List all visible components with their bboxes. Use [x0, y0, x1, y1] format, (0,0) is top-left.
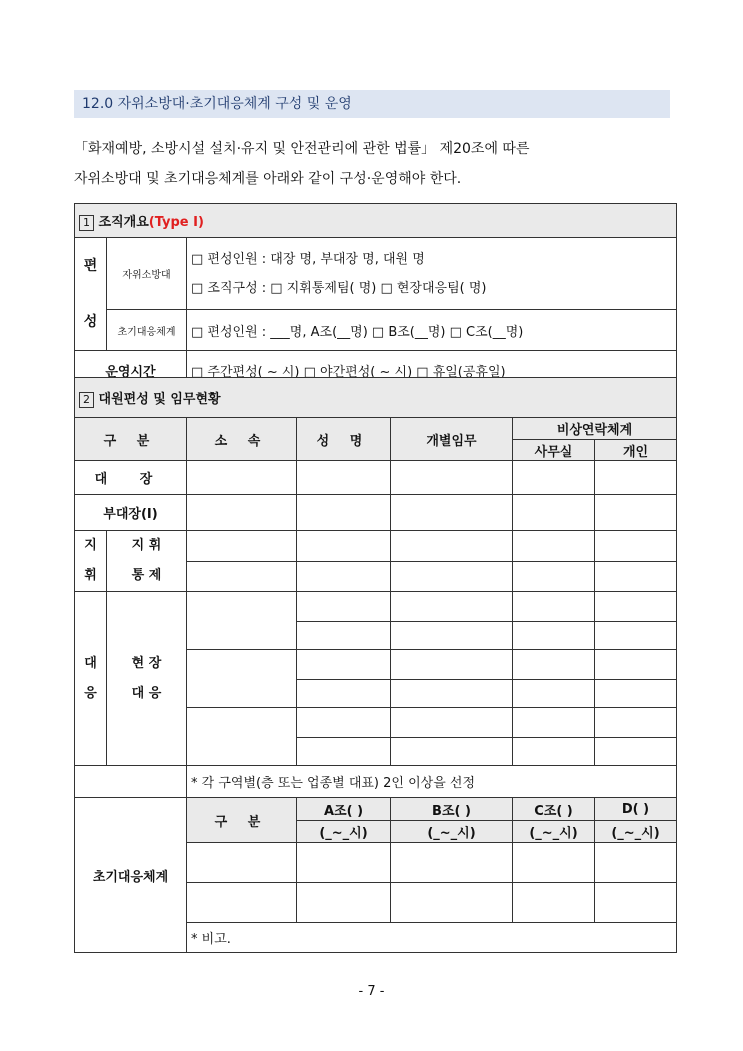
chogi-col-a-time: (_~_시)	[297, 821, 391, 843]
eung-char: 응	[84, 685, 97, 701]
table-cell	[297, 738, 391, 766]
row-captain-label: 대 장	[75, 461, 187, 495]
table-cell	[391, 495, 513, 531]
section-heading: 12.0 자위소방대·초기대응체계 구성 및 운영	[74, 90, 670, 118]
table-cell	[391, 883, 513, 923]
table-cell	[187, 495, 297, 531]
table-cell	[297, 843, 391, 883]
intro-line-2: 자위소방대 및 초기대응체계를 아래와 같이 구성·운영해야 한다.	[74, 171, 462, 187]
table-cell	[513, 592, 595, 622]
hwi-char: 휘	[84, 568, 97, 583]
jawi-content	[187, 238, 677, 310]
table-cell	[297, 592, 391, 622]
note-region: * 각 구역별(층 또는 업종별 대표) 2인 이상을 선정	[187, 766, 677, 798]
jihwi-text: 지 휘	[131, 538, 162, 553]
jihwi-tongje-label	[107, 531, 187, 592]
table-cell	[391, 592, 513, 622]
chogi-col-c: C조( )	[513, 798, 595, 821]
jihwi-vertical-label	[75, 531, 107, 592]
table-cell	[513, 680, 595, 708]
table-cell	[187, 650, 297, 708]
chogi-col-d-time: (_~_시)	[595, 821, 677, 843]
chogi-col-a: A조( )	[297, 798, 391, 821]
table-cell	[513, 622, 595, 650]
table-cell	[513, 843, 595, 883]
table-cell	[513, 531, 595, 562]
table-cell	[297, 622, 391, 650]
row-vice-label: 부대장(Ⅰ)	[75, 495, 187, 531]
jawi-line-1: □ 편성인원 : 대장 명, 부대장 명, 대원 명	[191, 251, 425, 267]
table-cell	[391, 461, 513, 495]
table-cell	[513, 461, 595, 495]
member-duty-table	[74, 377, 677, 953]
jawi-label: 자위소방대	[107, 238, 187, 310]
jawi-line-2: □ 조직구성 : □ 지휘통제팀( 명) □ 현장대응팀( 명)	[191, 280, 487, 296]
chogi-col-gubun: 구 분	[187, 798, 297, 843]
table-cell	[513, 561, 595, 592]
col-personal: 개인	[595, 440, 677, 461]
table-cell	[595, 650, 677, 680]
table-cell	[595, 680, 677, 708]
member-duty-title: 대원편성 및 임무현황	[98, 391, 221, 407]
table-cell	[187, 531, 297, 562]
table-cell	[391, 680, 513, 708]
table-cell	[513, 708, 595, 738]
daeeung-text: 대 응	[131, 685, 162, 701]
table-cell	[595, 708, 677, 738]
operating-time-content: □ 주간편성( ~ 시) □ 야간편성( ~ 시) □ 휴일(공휴일)	[187, 351, 677, 391]
col-gubun: 구 분	[75, 418, 187, 461]
pyeonseong-label	[75, 238, 107, 351]
table-cell	[513, 650, 595, 680]
table-cell	[297, 461, 391, 495]
col-sosok: 소 속	[187, 418, 297, 461]
col-contact: 비상연락체계	[513, 418, 677, 440]
chogi-system-label: 초기대응체계	[75, 798, 187, 953]
table-cell	[513, 738, 595, 766]
table-cell	[595, 883, 677, 923]
table-cell	[187, 843, 297, 883]
org-overview-header	[75, 204, 677, 238]
table-cell	[391, 650, 513, 680]
pyeon-char: 편	[83, 258, 98, 274]
page-number: - 7 -	[358, 984, 385, 999]
table-cell	[297, 680, 391, 708]
table-cell	[187, 592, 297, 650]
table-cell	[391, 531, 513, 562]
table-cell	[595, 738, 677, 766]
table-cell	[187, 708, 297, 766]
table-cell	[595, 561, 677, 592]
table-cell	[297, 708, 391, 738]
table-cell	[391, 622, 513, 650]
table-cell	[187, 561, 297, 592]
hyeonjang-daeeung-label	[107, 592, 187, 766]
ji-char: 지	[84, 538, 97, 553]
remarks-note: * 비고.	[187, 923, 677, 953]
table-cell	[595, 531, 677, 562]
org-overview-table	[74, 203, 677, 391]
col-name: 성 명	[297, 418, 391, 461]
table-cell	[595, 622, 677, 650]
col-office: 사무실	[513, 440, 595, 461]
type-label: (Type Ⅰ)	[148, 214, 204, 230]
table-cell	[297, 531, 391, 562]
table-cell	[595, 843, 677, 883]
intro-line-1: 「화재예방, 소방시설 설치·유지 및 안전관리에 관한 법률」 제20조에 따른	[74, 141, 530, 157]
dae-char: 대	[84, 655, 97, 671]
section-number-box: 1	[79, 215, 94, 231]
table-cell	[297, 495, 391, 531]
chogi-label: 초기대응체계	[107, 310, 187, 351]
chogi-col-b: B조( )	[391, 798, 513, 821]
hyeonjang-text: 현 장	[131, 655, 162, 671]
table-cell	[297, 883, 391, 923]
col-duty: 개별임무	[391, 418, 513, 461]
intro-paragraph	[74, 134, 674, 194]
chogi-col-d: D( )	[595, 798, 677, 821]
member-duty-header	[75, 378, 677, 418]
chogi-content: □ 편성인원 : ___명, A조(__명) □ B조(__명) □ C조(__명)	[187, 310, 677, 351]
table-cell	[391, 843, 513, 883]
org-overview-title: 조직개요	[98, 214, 149, 230]
table-cell	[595, 461, 677, 495]
table-cell	[391, 708, 513, 738]
note-row-blank	[75, 766, 187, 798]
seong-char: 성	[83, 314, 98, 330]
table-cell	[187, 883, 297, 923]
table-cell	[391, 738, 513, 766]
table-cell	[391, 561, 513, 592]
table-cell	[595, 495, 677, 531]
tongje-text: 통 제	[131, 568, 162, 583]
operating-time-label: 운영시간	[75, 351, 187, 391]
daeeung-vertical-label	[75, 592, 107, 766]
table-cell	[513, 883, 595, 923]
table-cell	[187, 461, 297, 495]
table-cell	[513, 495, 595, 531]
section-number-box: 2	[79, 392, 94, 408]
table-cell	[297, 561, 391, 592]
table-cell	[595, 592, 677, 622]
chogi-col-c-time: (_~_시)	[513, 821, 595, 843]
chogi-col-b-time: (_~_시)	[391, 821, 513, 843]
table-cell	[297, 650, 391, 680]
